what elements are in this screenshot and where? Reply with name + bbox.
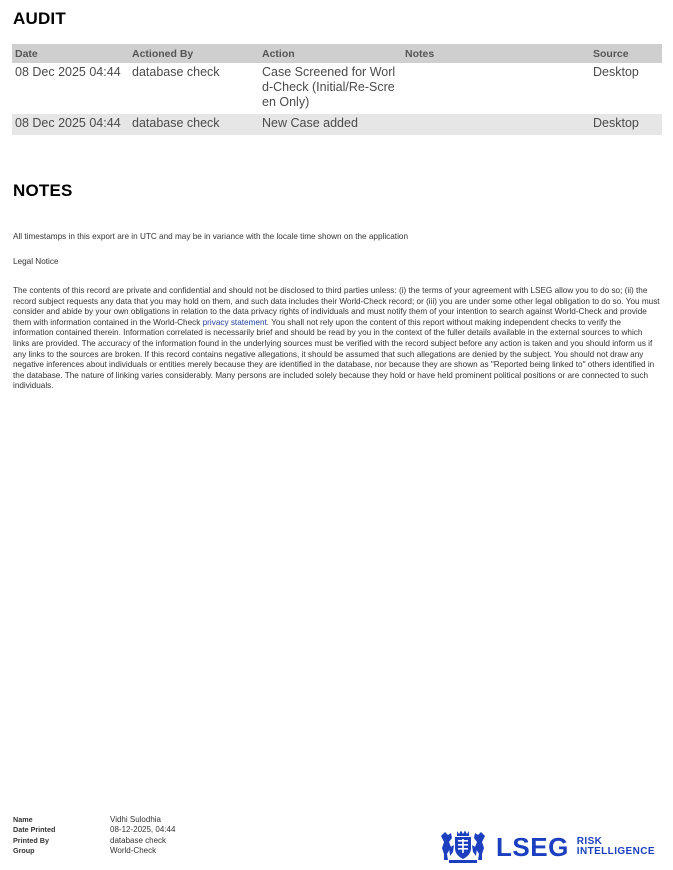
cell-notes: [402, 63, 590, 114]
legal-notice-heading: Legal Notice: [13, 257, 59, 266]
column-header-date: Date: [12, 44, 129, 63]
cell-action: New Case added: [259, 114, 402, 135]
tagline-line-2: INTELLIGENCE: [576, 846, 655, 857]
table-row: [12, 63, 662, 114]
printed-by-label: Printed By: [13, 835, 49, 845]
date-printed-label: Date Printed: [13, 825, 56, 835]
cell-action: Case Screened for World-Check (Initial/Re-Screen Only): [262, 65, 396, 109]
column-header-source: Source: [590, 44, 662, 63]
lseg-logo: [439, 829, 655, 865]
name-value: Vidhi Sulodhia: [110, 815, 162, 824]
cell-date: 08 Dec 2025 04:44: [12, 114, 129, 135]
lseg-wordmark: LSEG: [496, 831, 569, 862]
legal-notice-body: [13, 286, 661, 392]
cell-actioned-by: database check: [129, 114, 259, 135]
utc-timestamp-note: All timestamps in this export are in UTC and may be in variance with the locale time shown on the application: [13, 232, 409, 241]
cell-source: Desktop: [593, 65, 639, 79]
group-value: World-Check: [110, 846, 157, 856]
group-label: Group: [13, 846, 35, 856]
column-header-actioned-by: Actioned By: [129, 44, 259, 63]
column-header-action: Action: [259, 44, 402, 63]
table-row: [12, 114, 662, 135]
print-details: [13, 815, 175, 857]
risk-intelligence-tagline: [577, 837, 655, 858]
legal-text-part-2: . You shall not rely upon the content of this report without making independent checks to verify the information contained therein. Information correlated is necessarily brief and should be read by you in the context of the fuller details available in the external sources to which links are provided. The accuracy of the information found in the underlying sources must be verified with the record subject before any action is taken and you should inform us if any links to the sources are broken. If this record contains negative allegations, it should be assumed that such allegations are denied by the subject. You should not draw any negative inferences about individuals or entities merely because they are identified in the database, nor because they are shown as "Reported being linked to" others identified in the database. The nature of linking varies considerably. Many persons are included solely because they hold or have held prominent political positions or are connected to such individuals.: [13, 317, 655, 391]
column-header-notes: Notes: [402, 44, 590, 63]
cell-source: Desktop: [590, 114, 662, 135]
date-printed-value: 08-12-2025, 04:44: [110, 825, 176, 835]
audit-table-header: [12, 44, 662, 63]
notes-section-title: NOTES: [13, 181, 73, 200]
cell-date: 08 Dec 2025 04:44: [15, 65, 121, 79]
cell-notes: [402, 114, 590, 135]
lion-crest-icon: [439, 830, 487, 864]
legal-text-part-1: The contents of this record are private and confidential and should not be disclosed to third parties unless: (i) the terms of your agreement with LSEG allow you to do so; (ii) the record subject requests any data that you may hold on them, and such data includes their World-Check record; or (iii) you are under some other legal obligation to do so. You must consider and abide by your own obligations in relation to the data privacy rights of individuals and must notify them of your intention to search against World-Check and provide them with information contained in the World-Check: [13, 286, 660, 327]
audit-section-title: AUDIT: [13, 9, 66, 28]
privacy-statement-link[interactable]: privacy statement: [202, 317, 267, 327]
tagline-line-1: RISK: [576, 835, 603, 847]
name-label: Name: [13, 815, 33, 824]
audit-table: [12, 44, 662, 135]
cell-actioned-by: database check: [132, 65, 220, 79]
printed-by-value: database check: [110, 835, 167, 845]
